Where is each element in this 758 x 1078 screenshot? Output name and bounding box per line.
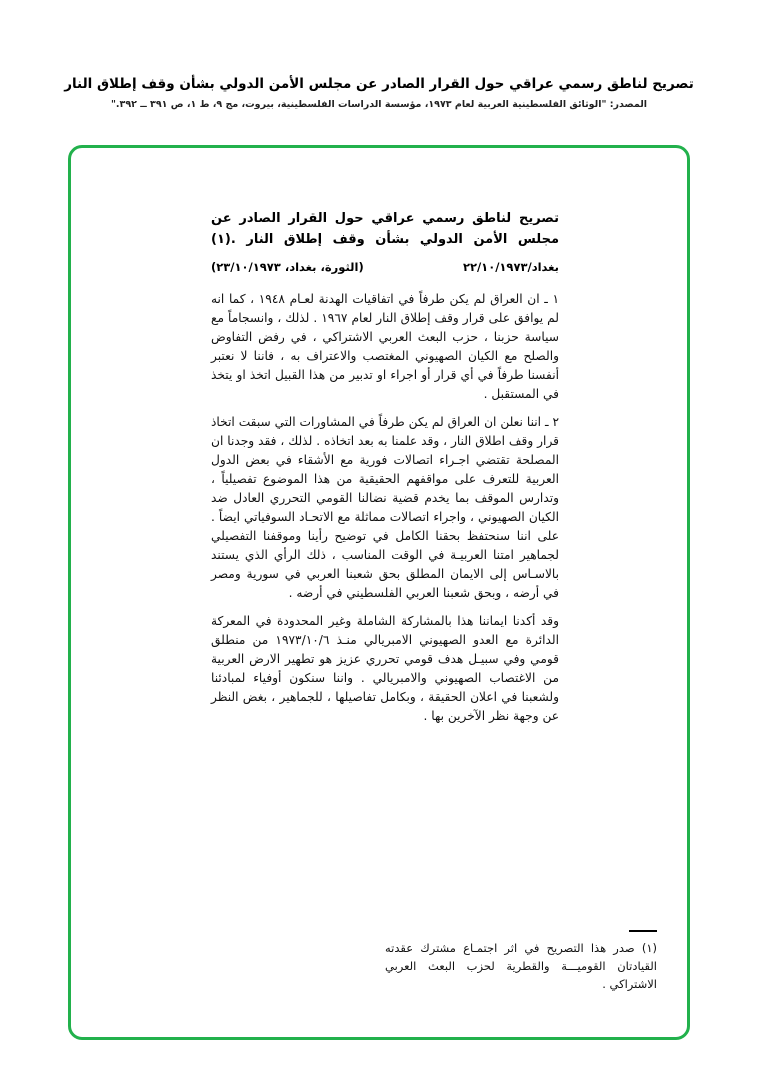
source-citation: المصدر: "الوثائق الفلسطينية العربية لعام ١٩٧٣، مؤسسة الدراسات الفلسطينية، بيروت، مج ٩، ط ١، ص ٣٩١ ــ ٣٩٢."	[110, 99, 648, 110]
paragraph-1: ١ ـ ان العراق لم يكن طرفاً في اتفاقيات الهدنة لعـام ١٩٤٨ ، كما انه لم يوافق على قرار وقف إطلاق النار لعام ١٩٦٧ . لذلك ، وانسجاماً مع سياسة حزبنا ، حزب البعث العربي الاشتراكي ، في رفض التفاوض والصلح مع الكيان الصهيوني المغتصب والاعتراف به ، فاننا لا نعتبر أنفسنا طرفاً في أي قرار أو اجراء او تدبير من هذا القبيل اتخذ او يتخذ في المستقبل .	[211, 292, 559, 401]
dateline-publication: (الثورة، بغداد، ٢٣/١٠/١٩٧٣)	[211, 260, 364, 274]
document-scan	[211, 208, 559, 735]
page-title: تصريح لناطق رسمي عراقي حول القرار الصادر عن مجلس الأمن الدولي بشأن وقف إطلاق النار	[64, 76, 694, 92]
footnote-text: (١) صدر هذا التصريح في اثر اجتمـاع مشترك عقدته القيادتان القوميـــة والقطرية لحزب البعث العربي الاشتراكي .	[385, 941, 657, 991]
paragraph-2: ٢ ـ اننا نعلن ان العراق لم يكن طرفاً في المشاورات التي سبقت اتخاذ قرار وقف اطلاق النار ، وقد علمنا به بعد اتخاذه . لذلك ، فقد وجدنا ان المصلحة تقتضي اجـراء اتصالات فورية مع الأشقاء في بعض الدول العربية للتعرف على مواقفهم الحقيقية من هذا الموضوع تفصيلياً ، وتدارس الموقف بما يخدم قضية نضالنا القومي التحرري العادل ضد الكيان الصهيوني ، واجراء اتصالات مماثلة مع الاتحـاد السوفياتي ايضاً . على اننا سنحتفظ بحقنا الكامل في توضيح رأينا وموقفنا التفصيلي لجماهير امتنا العربيـة في الوقت المناسب ، ذلك الرأي الذي يستند بالاسـاس إلى الايمان المطلق بحق شعبنا العربي في سورية ومصر في أرضه ، وبحق شعبنا العربي الفلسطيني في أرضه .	[211, 415, 559, 600]
document-title: تصريح لناطق رسمي عراقي حول القرار الصادر عن مجلس الأمن الدولي بشأن وقف إطلاق النار .(١)	[211, 211, 559, 247]
document-dateline	[211, 260, 559, 274]
paragraph-3: وقد أكدنا ايماننا هذا بالمشاركة الشاملة وغير المحدودة في المعركة الدائرة مع العدو الصهيوني الامبريالي منـذ ١٩٧٣/١٠/٦ من منطلق قومي وفي سبيـل هدف قومي تحرري عزيز هو تطهير الارض العربية من الاغتصاب الصهيوني والامبريالي . واننا سنكون أوفياء لمبادئنا ولشعبنا في اعلان الحقيقة ، وبكامل تفاصيلها ، للجماهير ، بغض النظر عن وجهة نظر الآخرين بها .	[211, 614, 559, 723]
footnote-block	[385, 930, 657, 993]
page-header	[20, 76, 738, 110]
dateline-place-date: بغداد/٢٢/١٠/١٩٧٣	[462, 260, 559, 274]
green-document-frame	[68, 145, 690, 1040]
footnote-separator	[629, 930, 657, 932]
